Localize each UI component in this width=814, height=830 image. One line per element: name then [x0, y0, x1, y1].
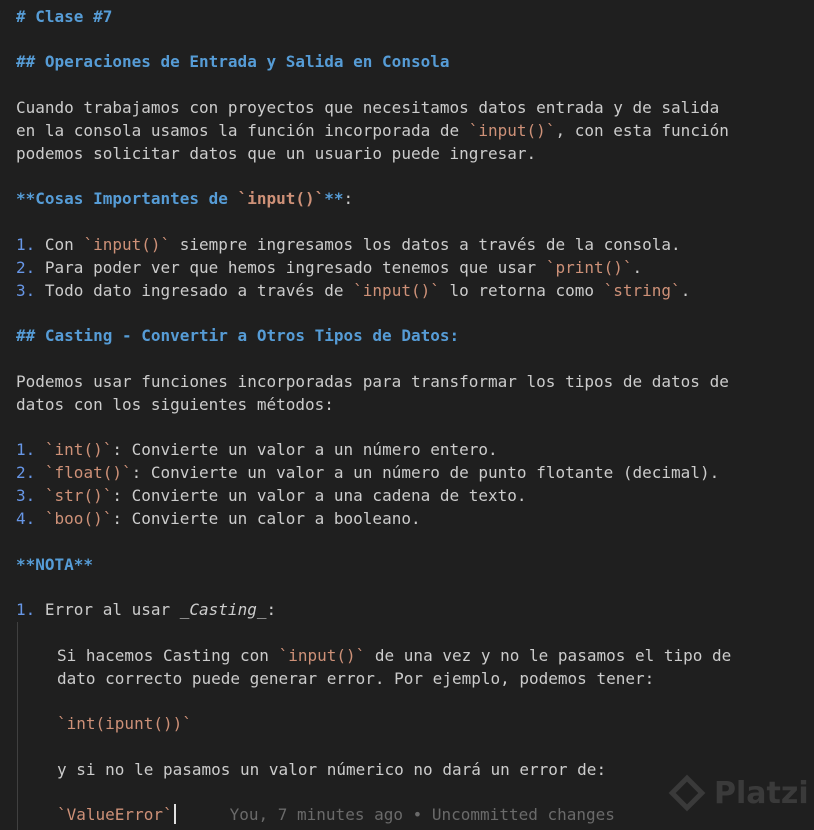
- text-span: :: [343, 189, 354, 208]
- indent-guide: [17, 622, 18, 830]
- text-span: siempre ingresamos los datos a través de la consola.: [170, 235, 681, 254]
- paragraph-line: y si no le pasamos un valor númerico no dará un error de:: [57, 760, 607, 779]
- list-number: 1.: [16, 235, 36, 254]
- inline-code: `input()`: [83, 235, 171, 254]
- paragraph-line: Podemos usar funciones incorporadas para transformar los tipos de datos de: [16, 372, 729, 391]
- paragraph-line: podemos solicitar datos que un usuario puede ingresar.: [16, 144, 537, 163]
- list-number: 1.: [16, 600, 36, 619]
- inline-code: `ValueError`: [57, 805, 173, 824]
- inline-code: `input()`: [278, 646, 366, 665]
- text-cursor: [174, 804, 176, 824]
- heading-clase: # Clase #7: [16, 7, 113, 26]
- text-span: Todo dato ingresado a través de: [35, 281, 354, 300]
- inline-code: `input()`: [237, 189, 325, 208]
- bold-text: **Cosas Importantes de: [16, 189, 238, 208]
- list-item: [16, 598, 276, 621]
- list-item: [16, 461, 719, 484]
- heading-casting: ## Casting - Convertir a Otros Tipos de Datos:: [16, 326, 460, 345]
- list-item: [16, 484, 527, 507]
- list-number: 2.: [16, 463, 36, 482]
- list-item: [16, 233, 681, 256]
- text-span: .: [680, 281, 691, 300]
- current-line[interactable]: [57, 803, 615, 826]
- watermark-text: Platzi: [714, 776, 809, 811]
- list-number: 4.: [16, 509, 36, 528]
- bold-heading-cosas: [16, 187, 353, 210]
- list-item: [16, 279, 690, 302]
- bold-nota: **NOTA**: [16, 555, 94, 574]
- list-item: [16, 256, 642, 279]
- inline-code: `input()`: [468, 121, 556, 140]
- text-span: Si hacemos Casting con: [57, 646, 279, 665]
- inline-code: `str()`: [44, 486, 113, 505]
- text-span: : Convierte un valor a una cadena de texto.: [112, 486, 527, 505]
- paragraph-line: [16, 119, 729, 142]
- text-span: lo retorna como: [439, 281, 604, 300]
- heading-entrada-salida: ## Operaciones de Entrada y Salida en Consola: [16, 52, 450, 71]
- text-span: Para poder ver que hemos ingresado tenemos que usar: [35, 258, 546, 277]
- platzi-watermark: [668, 772, 808, 822]
- list-number: 2.: [16, 258, 36, 277]
- text-span: : Convierte un calor a booleano.: [112, 509, 421, 528]
- list-number: 3.: [16, 281, 36, 300]
- text-span: : Convierte un valor a un número entero.: [112, 440, 498, 459]
- inline-code: `print()`: [545, 258, 633, 277]
- italic-text: _Casting_: [179, 600, 267, 619]
- paragraph-line: dato correcto puede generar error. Por ejemplo, podemos tener:: [57, 669, 655, 688]
- inline-code: `boo()`: [44, 509, 113, 528]
- paragraph-line: Cuando trabajamos con proyectos que necesitamos datos entrada y de salida: [16, 98, 720, 117]
- inline-code: `input()`: [353, 281, 440, 300]
- inline-code: `int(ipunt())`: [57, 714, 192, 733]
- platzi-logo-icon: [669, 775, 706, 812]
- git-blame-annotation: You, 7 minutes ago • Uncommitted changes: [229, 805, 615, 824]
- text-span: : Convierte un valor a un número de punto flotante (decimal).: [131, 463, 720, 482]
- list-number: 3.: [16, 486, 36, 505]
- inline-code: `float()`: [44, 463, 132, 482]
- list-item: [16, 438, 498, 461]
- bold-marker: **: [324, 189, 344, 208]
- text-span: en la consola usamos la función incorporada de: [16, 121, 469, 140]
- text-span: , con esta función: [555, 121, 729, 140]
- text-span: Error al usar: [35, 600, 180, 619]
- paragraph-line: [57, 644, 731, 667]
- list-number: 1.: [16, 440, 36, 459]
- text-span: :: [266, 600, 277, 619]
- list-item: [16, 507, 421, 530]
- inline-code: `string`: [603, 281, 681, 300]
- text-span: .: [632, 258, 643, 277]
- text-span: de una vez y no le pasamos el tipo de: [365, 646, 732, 665]
- text-span: Con: [35, 235, 84, 254]
- paragraph-line: datos con los siguientes métodos:: [16, 395, 334, 414]
- inline-code: `int()`: [44, 440, 113, 459]
